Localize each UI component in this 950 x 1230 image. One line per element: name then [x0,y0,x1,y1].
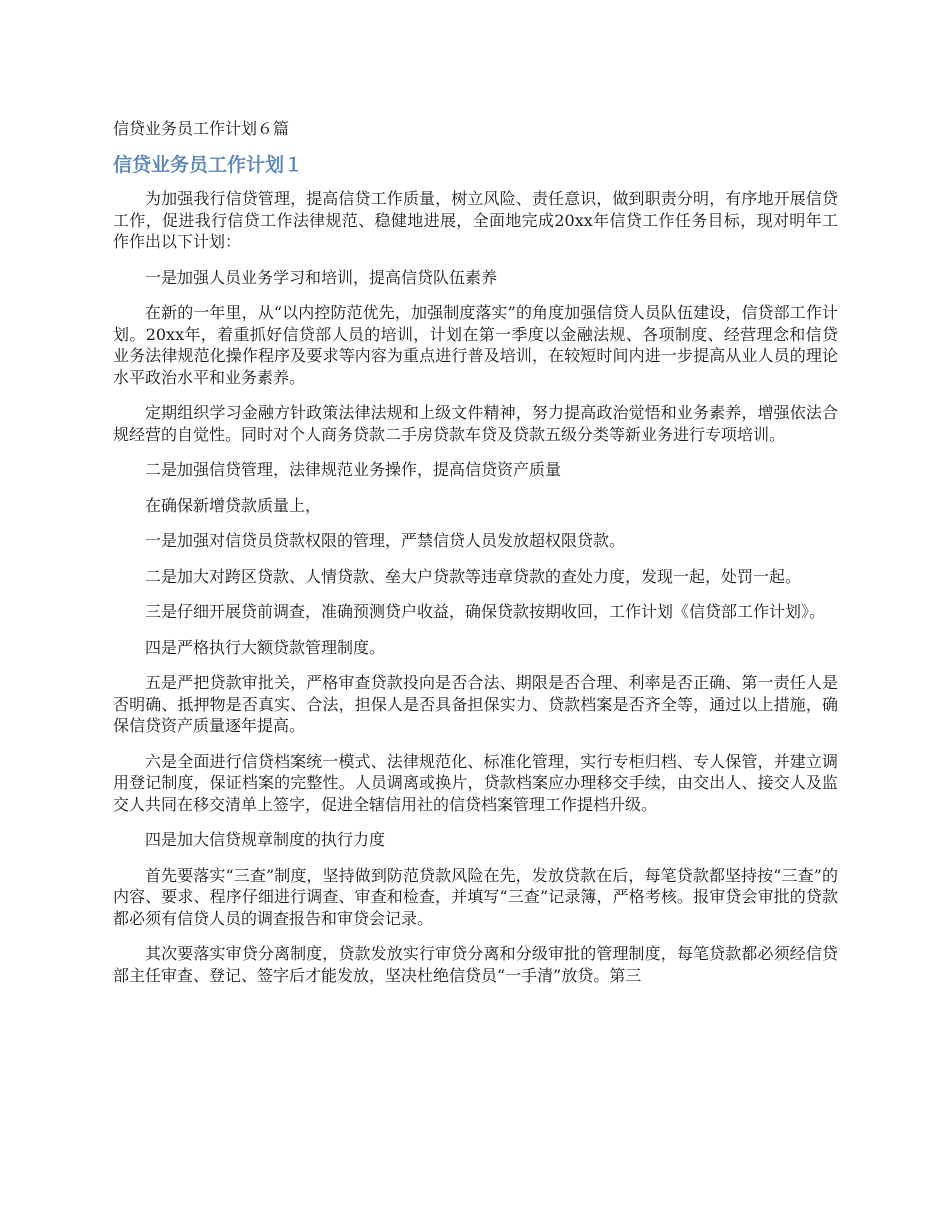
paragraph: 六是全面进行信贷档案统一模式、法律规范化、标准化管理，实行专柜归档、专人保管，并建立调用登记制度，保证档案的完整性。人员调离或换片，贷款档案应办理移交手续，由交出人、接交人及监交人共同在移交清单上签字，促进全辖信用社的信贷档案管理工作提档升级。 [113,751,838,814]
paragraph: 四是加大信贷规章制度的执行力度 [145,830,386,849]
paragraph: 一是加强对信贷员贷款权限的管理，严禁信贷人员发放超权限贷款。 [145,531,626,550]
section-heading: 信贷业务员工作计划１ [113,154,304,176]
document-title: 信贷业务员工作计划６篇 [113,119,290,138]
paragraph: 为加强我行信贷管理，提高信贷工作质量，树立风险、责任意识，做到职责分明，有序地开展信贷工作，促进我行信贷工作法律规范、稳健地进展，全面地完成20xx年信贷工作任务目标，现对明年工作作出以下计划： [113,189,838,251]
paragraph: 二是加强信贷管理，法律规范业务操作，提高信贷资产质量 [145,460,562,479]
paragraph: 三是仔细开展贷前调查，准确预测贷户收益，确保贷款按期收回，工作计划《信贷部工作计划》。 [145,602,826,621]
paragraph: 五是严把贷款审批关，严格审查贷款投向是否合法、期限是否合理、利率是否正确、第一责任人是否明确、抵押物是否真实、合法，担保人是否具备担保实力、贷款档案是否齐全等，通过以上措施，确保信贷资产质量逐年提高。 [113,673,838,735]
paragraph: 在确保新增贷款质量上， [145,495,322,515]
paragraph: 二是加大对跨区贷款、人情贷款、垒大户贷款等违章贷款的查处力度，发现一起，处罚一起。 [145,566,802,586]
document-page [113,118,838,1198]
document-body [113,188,838,986]
paragraph: 首先要落实“三查”制度，坚持做到防范贷款风险在先，发放贷款在后，每笔贷款都坚持按“三查”的内容、要求、程序仔细进行调查、审查和检查，并填写“三查”记录簿，严格考核。报审贷会审批的贷款都必须有信贷人员的调查报告和审贷会记录。 [113,865,838,928]
paragraph: 其次要落实审贷分离制度，贷款发放实行审贷分离和分级审批的管理制度，每笔贷款都必须经信贷部主任审查、登记、签字后才能发放，坚决杜绝信贷员“一手清”放贷。第三 [113,944,838,985]
paragraph: 在新的一年里，从“以内控防范优先，加强制度落实”的角度加强信贷人员队伍建设，信贷部工作计划。20xx年，着重抓好信贷部人员的培训，计划在第一季度以金融法规、各项制度、经营理念和信贷业务法律规范化操作程序及要求等内容为重点进行普及培训，在较短时间内进一步提高从业人员的理论水平政治水平和业务素养。 [113,303,838,387]
paragraph: 四是严格执行大额贷款管理制度。 [145,637,386,657]
paragraph: 一是加强人员业务学习和培训，提高信贷队伍素养 [145,267,498,287]
paragraph: 定期组织学习金融方针政策法律法规和上级文件精神，努力提高政治觉悟和业务素养，增强依法合规经营的自觉性。同时对个人商务贷款二手房贷款车贷及贷款五级分类等新业务进行专项培训。 [113,403,838,444]
